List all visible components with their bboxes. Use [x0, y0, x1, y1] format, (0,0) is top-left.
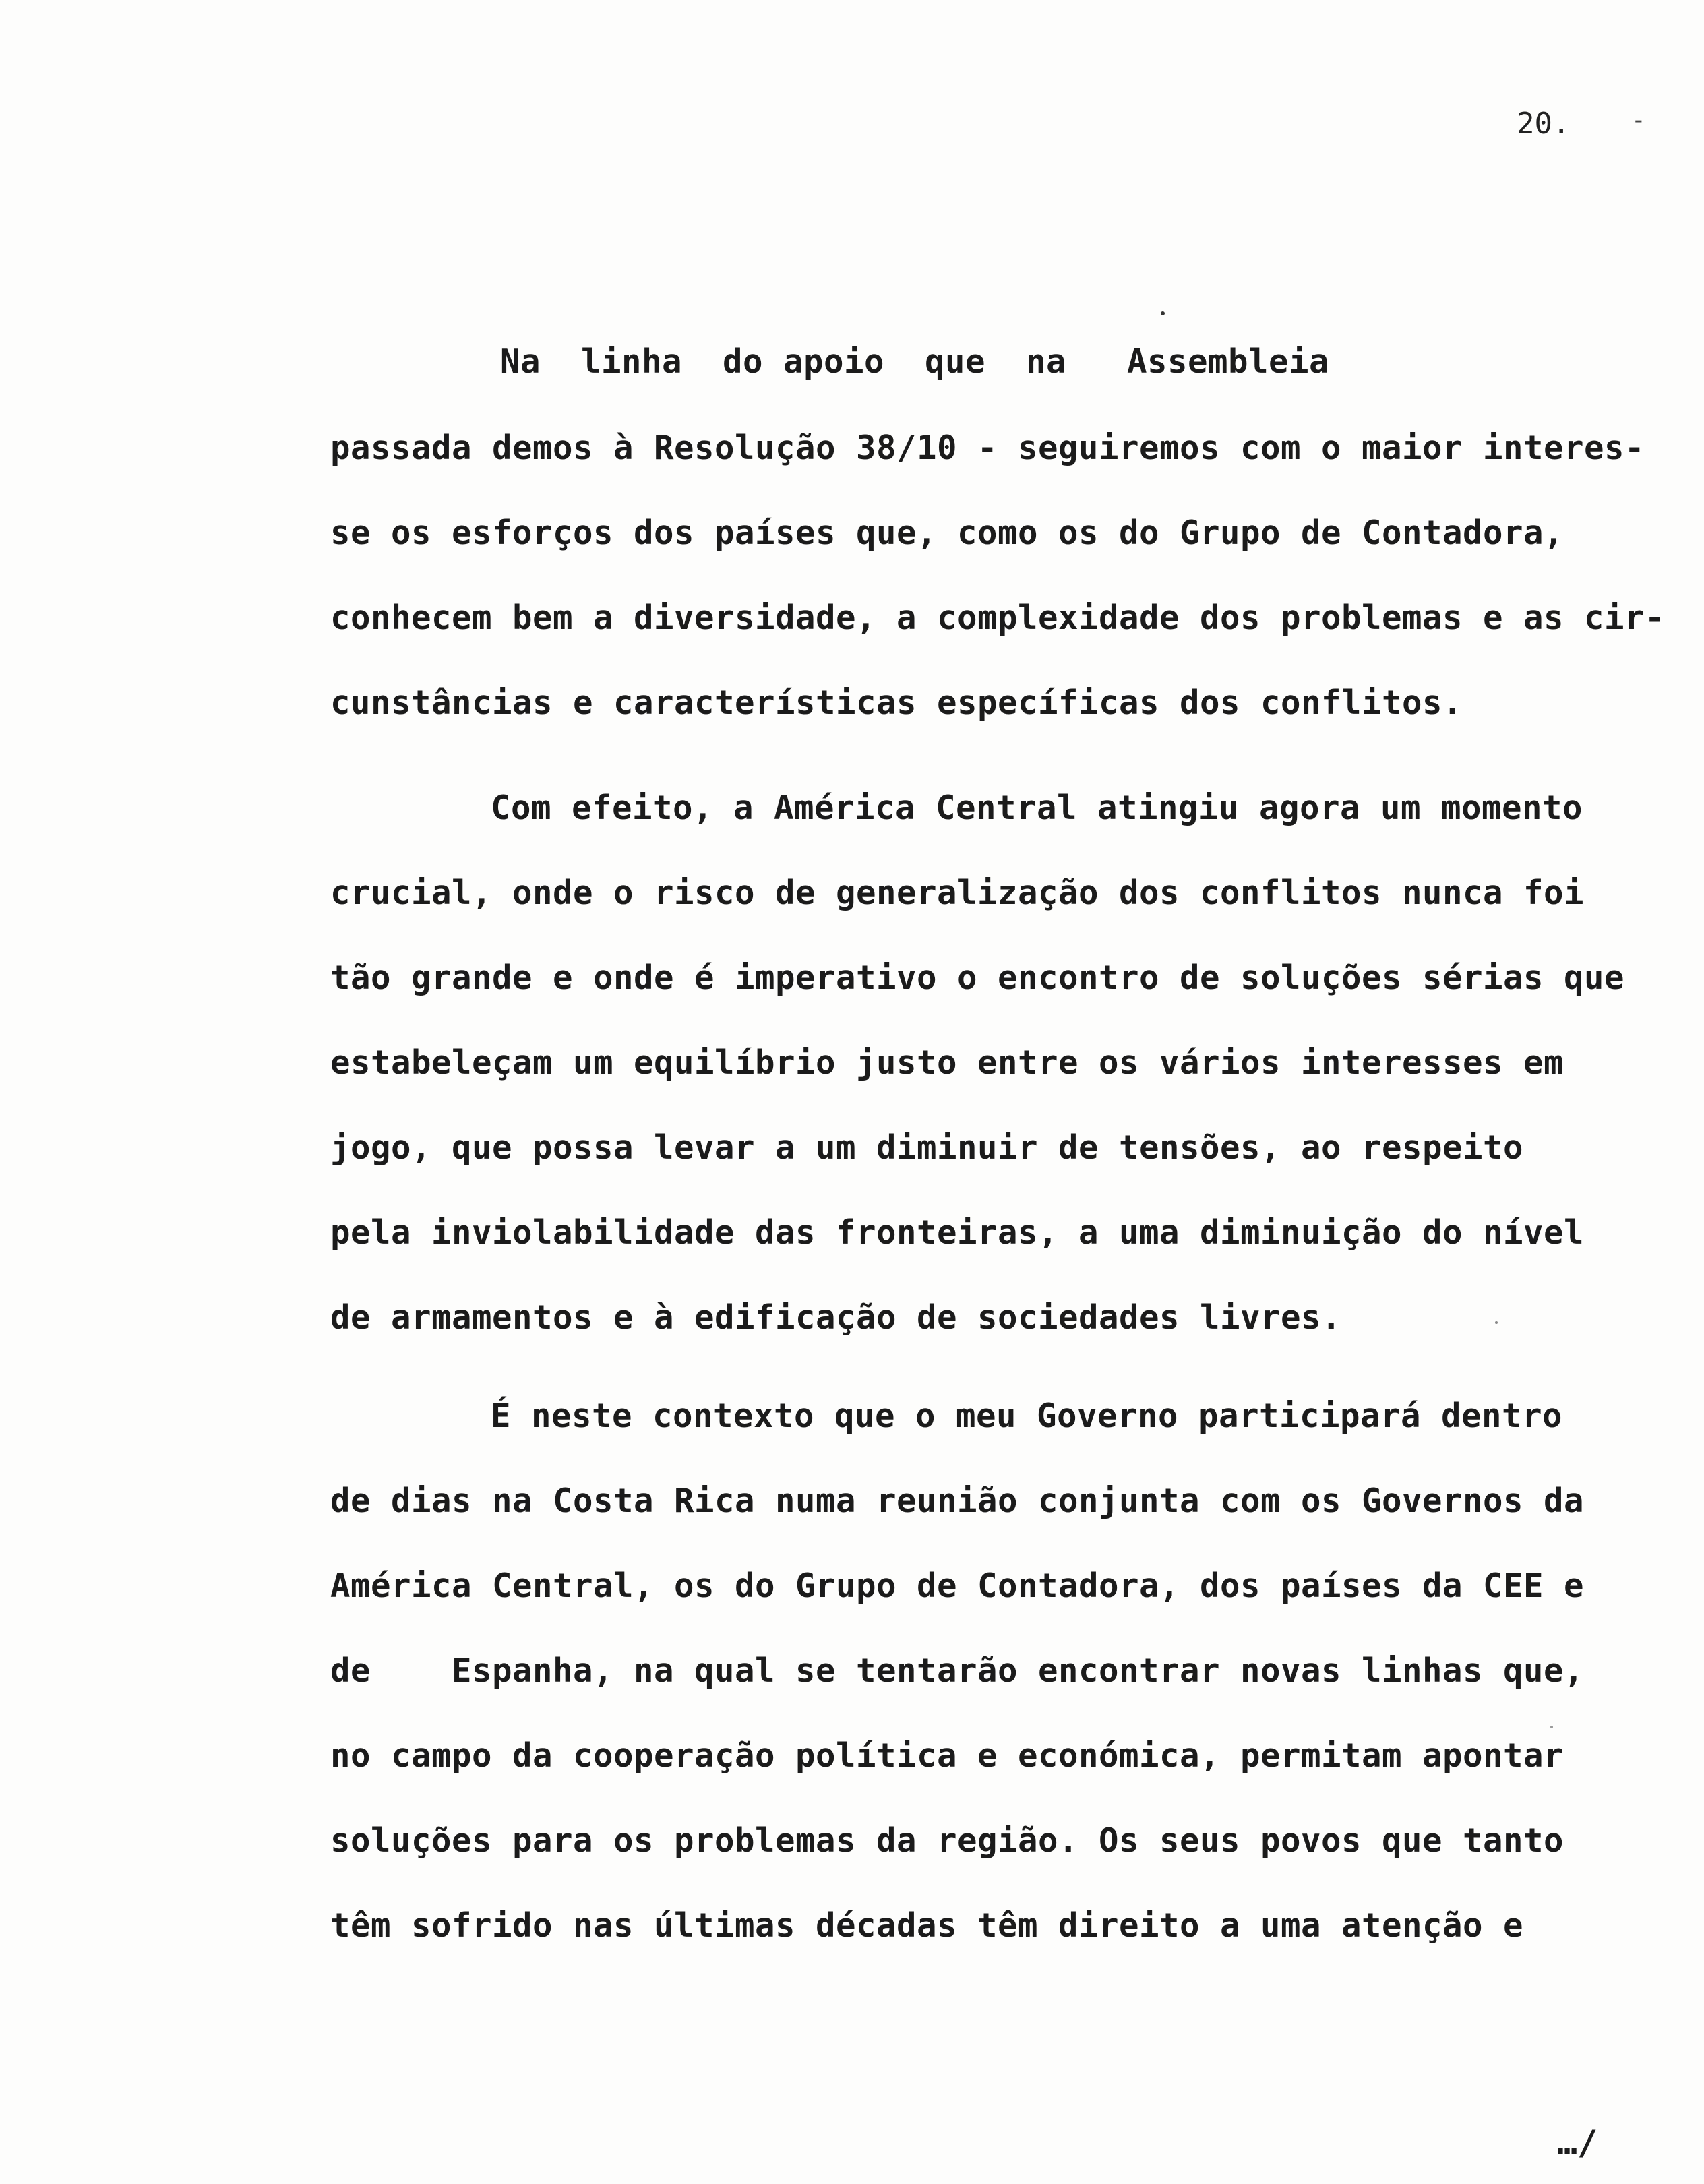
text-line: no campo da cooperação política e económica, permitam apontar [330, 1736, 1564, 1775]
text-line: de Espanha, na qual se tentarão encontrar novas linhas que, [330, 1651, 1585, 1690]
ink-speck [1161, 311, 1165, 315]
continuation-mark: …/ [1557, 2123, 1598, 2162]
page-number: 20. [1517, 107, 1571, 141]
text-line: crucial, onde o risco de generalização dos conflitos nunca foi [330, 874, 1585, 912]
text-line: É neste contexto que o meu Governo participará dentro [491, 1397, 1563, 1435]
ink-speck [1495, 1321, 1498, 1324]
text-line: soluções para os problemas da região. Os seus povos que tanto [330, 1821, 1564, 1860]
text-line: de armamentos e à edificação de sociedades livres. [330, 1298, 1342, 1337]
text-line: América Central, os do Grupo de Contadora, dos países da CEE e [330, 1567, 1585, 1605]
text-line: tão grande e onde é imperativo o encontro de soluções sérias que [330, 959, 1625, 997]
text-line: se os esforços dos países que, como os do Grupo de Contadora, [330, 514, 1564, 552]
text-line: conhecem bem a diversidade, a complexidade dos problemas e as cir- [330, 599, 1666, 637]
text-line: cunstâncias e características específicas dos conflitos. [330, 684, 1463, 722]
text-line: jogo, que possa levar a um diminuir de tensões, ao respeito [330, 1128, 1524, 1167]
text-line: Com efeito, a América Central atingiu agora um momento [491, 789, 1583, 827]
corner-mark: - [1631, 107, 1646, 134]
text-line: Na linha do apoio que na Assembleia [500, 342, 1330, 381]
text-line: passada demos à Resolução 38/10 - seguiremos com o maior interes- [330, 429, 1645, 467]
text-line: de dias na Costa Rica numa reunião conjunta com os Governos da [330, 1482, 1585, 1520]
text-line: têm sofrido nas últimas décadas têm direito a uma atenção e [330, 1906, 1524, 1945]
text-line: pela inviolabilidade das fronteiras, a uma diminuição do nível [330, 1213, 1585, 1252]
ink-speck [1550, 1726, 1553, 1728]
text-line: estabeleçam um equilíbrio justo entre os vários interesses em [330, 1043, 1564, 1082]
